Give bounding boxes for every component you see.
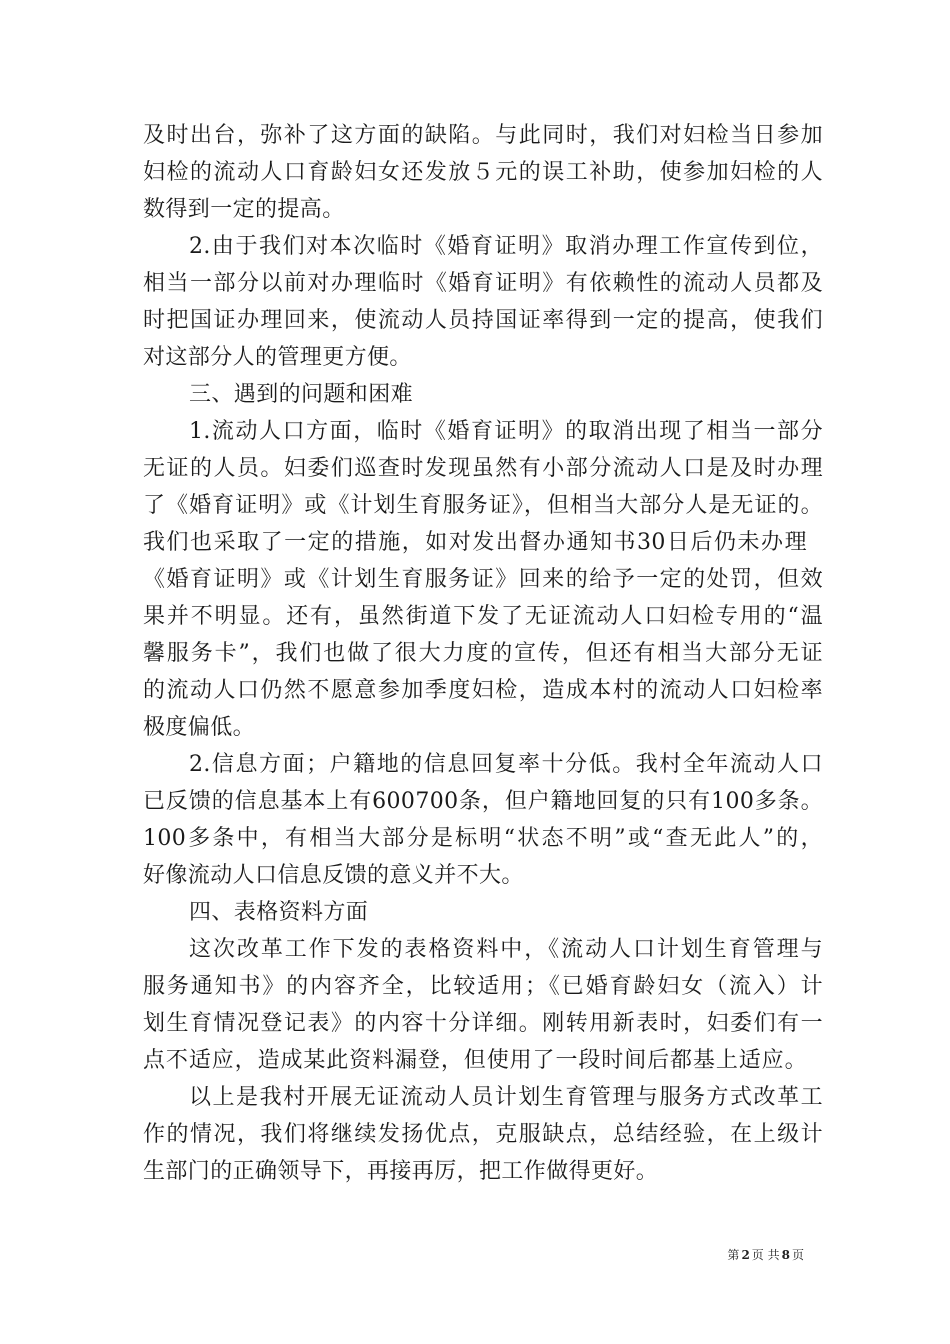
section-heading: 四、表格资料方面 [189, 900, 369, 925]
paragraph-start-line: 这次改革工作下发的表格资料中，《流动人口计划生育管理与 [189, 937, 823, 962]
paragraph-start-line: 以上是我村开展无证流动人员计划生育管理与服务方式改革工 [189, 1085, 823, 1110]
footer-suffix: 页 [791, 1248, 804, 1262]
body-text-line: 妇检的流动人口育龄妇女还发放５元的误工补助，使参加妇检的人 [143, 160, 823, 185]
body-text-line: 了《婚育证明》或《计划生育服务证》，但相当大部分人是无证的。 [143, 493, 823, 518]
body-text-line: 100多条中，有相当大部分是标明“状态不明”或“查无此人”的， [143, 826, 823, 851]
body-text-line: 极度偏低。 [143, 715, 256, 740]
body-text-line: 数得到一定的提高。 [143, 197, 345, 222]
body-text-line: 相当一部分以前对办理临时《婚育证明》有依赖性的流动人员都及 [143, 271, 823, 296]
body-text-line: 《婚育证明》或《计划生育服务证》回来的给予一定的处罚，但效 [143, 567, 823, 592]
paragraph-start-line: 2.信息方面；户籍地的信息回复率十分低。我村全年流动人口 [189, 752, 823, 777]
body-text-line: 作的情况，我们将继续发扬优点，克服缺点，总结经验，在上级计 [143, 1122, 823, 1147]
footer-prefix: 第 [727, 1248, 740, 1262]
body-text-line: 馨服务卡”，我们也做了很大力度的宣传，但还有相当大部分无证 [143, 641, 823, 666]
body-text-line: 的流动人口仍然不愿意参加季度妇检，造成本村的流动人口妇检率 [143, 678, 823, 703]
body-text-line: 服务通知书》的内容齐全，比较适用；《已婚育龄妇女（流入）计 [143, 974, 823, 999]
body-text-line: 我们也采取了一定的措施，如对发出督办通知书30日后仍未办理 [143, 530, 807, 555]
paragraph-start-line: 2.由于我们对本次临时《婚育证明》取消办理工作宣传到位， [189, 234, 823, 259]
section-heading: 三、遇到的问题和困难 [189, 382, 414, 407]
body-text-line: 及时出台，弥补了这方面的缺陷。与此同时，我们对妇检当日参加 [143, 123, 823, 148]
body-text-line: 果并不明显。还有，虽然街道下发了无证流动人口妇检专用的“温 [143, 604, 823, 629]
body-text-line: 已反馈的信息基本上有600700条，但户籍地回复的只有100多条。 [143, 789, 823, 814]
body-text-line: 好像流动人口信息反馈的意义并不大。 [143, 863, 524, 888]
body-text-line: 对这部分人的管理更方便。 [143, 345, 412, 370]
body-text-line: 划生育情况登记表》的内容十分详细。刚转用新表时，妇委们有一 [143, 1011, 823, 1036]
current-page-number: 2 [741, 1248, 750, 1262]
body-text-line: 点不适应，造成某此资料漏登，但使用了一段时间后都基上适应。 [143, 1048, 807, 1073]
paragraph-start-line: 1.流动人口方面，临时《婚育证明》的取消出现了相当一部分 [189, 419, 823, 444]
body-text-line: 无证的人员。妇委们巡查时发现虽然有小部分流动人口是及时办理 [143, 456, 823, 481]
footer-middle: 页 共 [751, 1248, 780, 1262]
body-text-line: 时把国证办理回来，使流动人员持国证率得到一定的提高，使我们 [143, 308, 823, 333]
total-pages-number: 8 [781, 1248, 790, 1262]
body-text-line: 生部门的正确领导下，再接再厉，把工作做得更好。 [143, 1159, 659, 1184]
page-footer [727, 1247, 804, 1263]
